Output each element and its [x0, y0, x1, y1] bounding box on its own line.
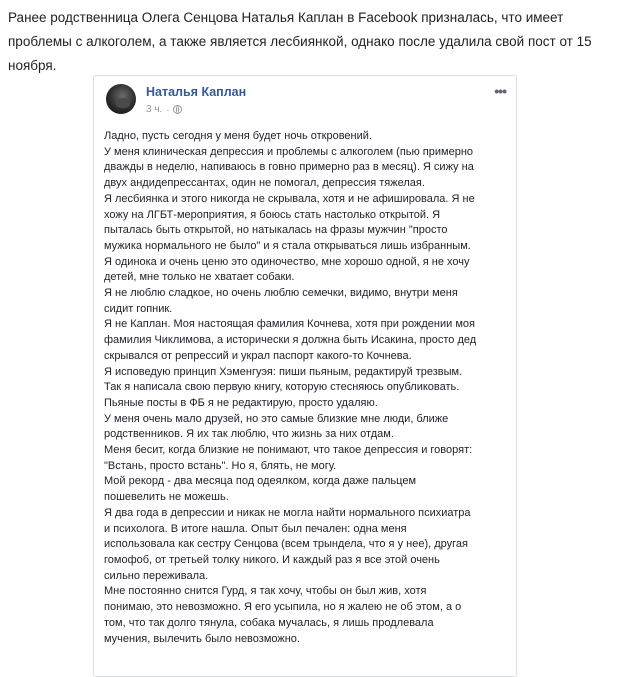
post-text-line: мучения, вылечить было невозможно. — [104, 632, 300, 645]
post-text-line: Я одинока и очень ценю это одиночество, мне хорошо одной, я не хочу — [104, 255, 470, 268]
post-text-line: использовала как сестру Сенцова (всем трындела, что я у нее), другая — [104, 538, 468, 551]
author-name-link[interactable]: Наталья Каплан — [146, 85, 247, 99]
post-text-line: Мне постоянно снится Гурд, я так хочу, чтобы он был жив, хотя — [104, 585, 427, 598]
post-text-line: скрывался от репрессий и украл паспорт какого-то Кочнева. — [104, 349, 412, 362]
meta-separator: · — [166, 104, 170, 115]
post-text-line: Меня бесит, когда близкие не понимают, что такое депрессия и говорят: — [104, 444, 473, 457]
post-text-line: "Встань, просто встань". Но я, блять, не могу. — [104, 459, 337, 472]
post-text-line: Я лесбиянка и этого никогда не скрывала, хотя и не афишировала. Я не — [104, 192, 475, 205]
post-text-line: фамилия Чиклимова, а исторически я должна быть Исакина, просто дед — [104, 334, 477, 347]
post-text-line: родственников. Я их так люблю, что жизнь за них отдам. — [104, 428, 394, 441]
post-text-line: мужика нормального не было" и я стала открываться лишь избранным. — [104, 239, 471, 252]
globe-icon — [173, 105, 182, 114]
post-text-line: У меня клиническая депрессия и проблемы с алкоголем (пью примерно — [104, 145, 474, 158]
post-text-line: двух андидепрессантах, один не помогал, депрессия тяжелая. — [104, 177, 425, 190]
post-text — [104, 129, 508, 647]
post-text-line: пошевелить не можешь. — [104, 491, 229, 504]
post-text-line: том, что так долго тянула, собака мучалась, я лишь продлевала — [104, 616, 434, 629]
post-text-line: Я исповедую принцип Хэменгуэя: пиши пьяным, редактируй трезвым. — [104, 365, 463, 378]
post-text-line: понимаю, это невозможно. Я его усыпила, но я жалею не об этом, а о — [104, 601, 462, 614]
post-timestamp[interactable]: 3 ч. — [146, 104, 163, 115]
post-text-line: Ладно, пусть сегодня у меня будет ночь откровений. — [104, 130, 372, 142]
post-text-line: Мой рекорд - два месяца под одеялком, когда даже пальцем — [104, 475, 417, 488]
post-text-line: гомофоб, от третьей толку никого. И каждый раз я все этой очень — [104, 553, 440, 566]
post-text-line: Я не люблю сладкое, но очень люблю семечки, видимо, внутри меня — [104, 287, 458, 300]
more-options-button[interactable]: ••• — [494, 83, 506, 99]
post-text-line: пыталась быть открытой, но натыкалась на фразы мужчин "просто — [104, 224, 448, 237]
post-text-line: сильно переживала. — [104, 569, 209, 582]
post-text-line: Я не Каплан. Моя настоящая фамилия Кочнева, хотя при рождении моя — [104, 318, 475, 331]
post-text-line: детей, мне только не хватает собаки. — [104, 271, 295, 284]
post-text-line: Пьяные посты в ФБ я не редактирую, просто удаляю. — [104, 396, 378, 409]
post-text-line: хожу на ЛГБТ-мероприятия, я боюсь стать настолько открытой. Я — [104, 208, 441, 221]
facebook-post-screenshot — [93, 75, 517, 677]
article-intro: Ранее родственница Олега Сенцова Наталья Каплан в Facebook призналась, что имеет проблемы с алкоголем, а также является лесбиянкой, однако после удалила свой пост от 15 ноября. — [8, 10, 592, 73]
post-text-line: Так я написала свою первую книгу, которую стесняюсь опубликовать. — [104, 381, 460, 394]
post-text-line: У меня очень мало друзей, но это самые близкие мне люди, ближе — [104, 412, 449, 425]
post-header — [106, 84, 506, 124]
post-meta — [146, 104, 182, 115]
post-text-line: Я два года в депрессии и никак не могла найти нормального психиатра — [104, 506, 471, 519]
post-text-line: сидит гопник. — [104, 302, 173, 315]
post-text-line: дважды в неделю, напиваюсь в говно примерно раз в месяц). Я сижу на — [104, 161, 474, 174]
author-avatar[interactable] — [106, 84, 136, 114]
post-text-line: и психолога. В итоге нашла. Опыт был печален: одна меня — [104, 522, 407, 535]
